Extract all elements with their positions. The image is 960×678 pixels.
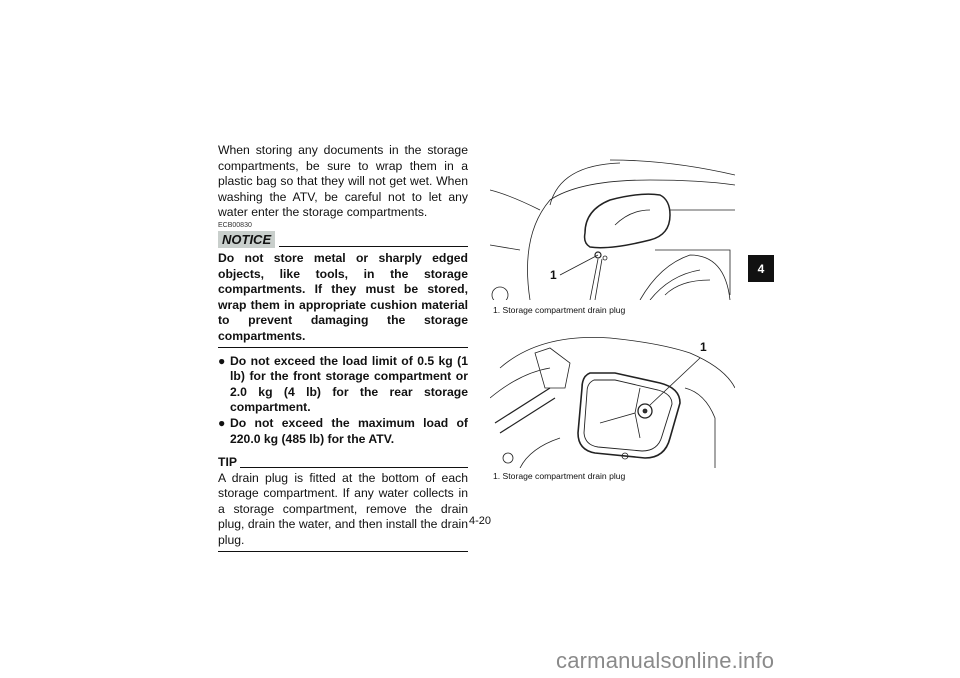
bullet-icon: ● (218, 353, 226, 368)
notice-header (218, 231, 468, 248)
figure-callout: 1 (700, 340, 707, 354)
tip-text: A drain plug is fitted at the bottom of each storage compartment. If any water collects in a storage compartment, remove the drain plug, drain the water, and then install the drain plug. (218, 470, 468, 548)
notice-end-rule (218, 347, 468, 348)
chapter-tab: 4 (748, 255, 774, 282)
notice-text: Do not store metal or sharply edged objects, like tools, in the storage compartments. If they must be stored, wrap them in appropriate cushion material to prevent damaging the storage compartments. (218, 250, 468, 343)
tip-label: TIP (218, 455, 237, 470)
notice-label: NOTICE (218, 231, 275, 248)
bullet-item (218, 416, 468, 447)
bullet-text: Do not exceed the load limit of 0.5 kg (1 lb) for the front storage compartment or 2.0 kg (4 lb) for the rear storage compartment. (230, 353, 468, 415)
tip-end-rule (218, 551, 468, 552)
tip-header (218, 455, 468, 471)
tip-rule (240, 467, 468, 468)
watermark: carmanualsonline.info (556, 648, 775, 673)
figure-caption: 1. Storage compartment drain plug (493, 471, 626, 481)
front-storage-illustration (490, 155, 735, 300)
rear-storage-illustration (490, 328, 735, 468)
figure-callout: 1 (550, 268, 557, 282)
notice-code: ECB00830 (218, 221, 252, 229)
bullet-item (218, 354, 468, 416)
left-column (218, 143, 468, 558)
notice-rule (279, 246, 468, 247)
intro-paragraph: When storing any documents in the storage compartments, be sure to wrap them in a plastic bag so that they will not get wet. When washing the ATV, be careful not to let any water enter the storage compartments. (218, 143, 468, 220)
figure-caption: 1. Storage compartment drain plug (493, 305, 626, 315)
page-number: 4-20 (468, 515, 492, 527)
bullet-icon: ● (218, 415, 226, 430)
bullet-text: Do not exceed the maximum load of 220.0 kg (485 lb) for the ATV. (230, 415, 468, 446)
